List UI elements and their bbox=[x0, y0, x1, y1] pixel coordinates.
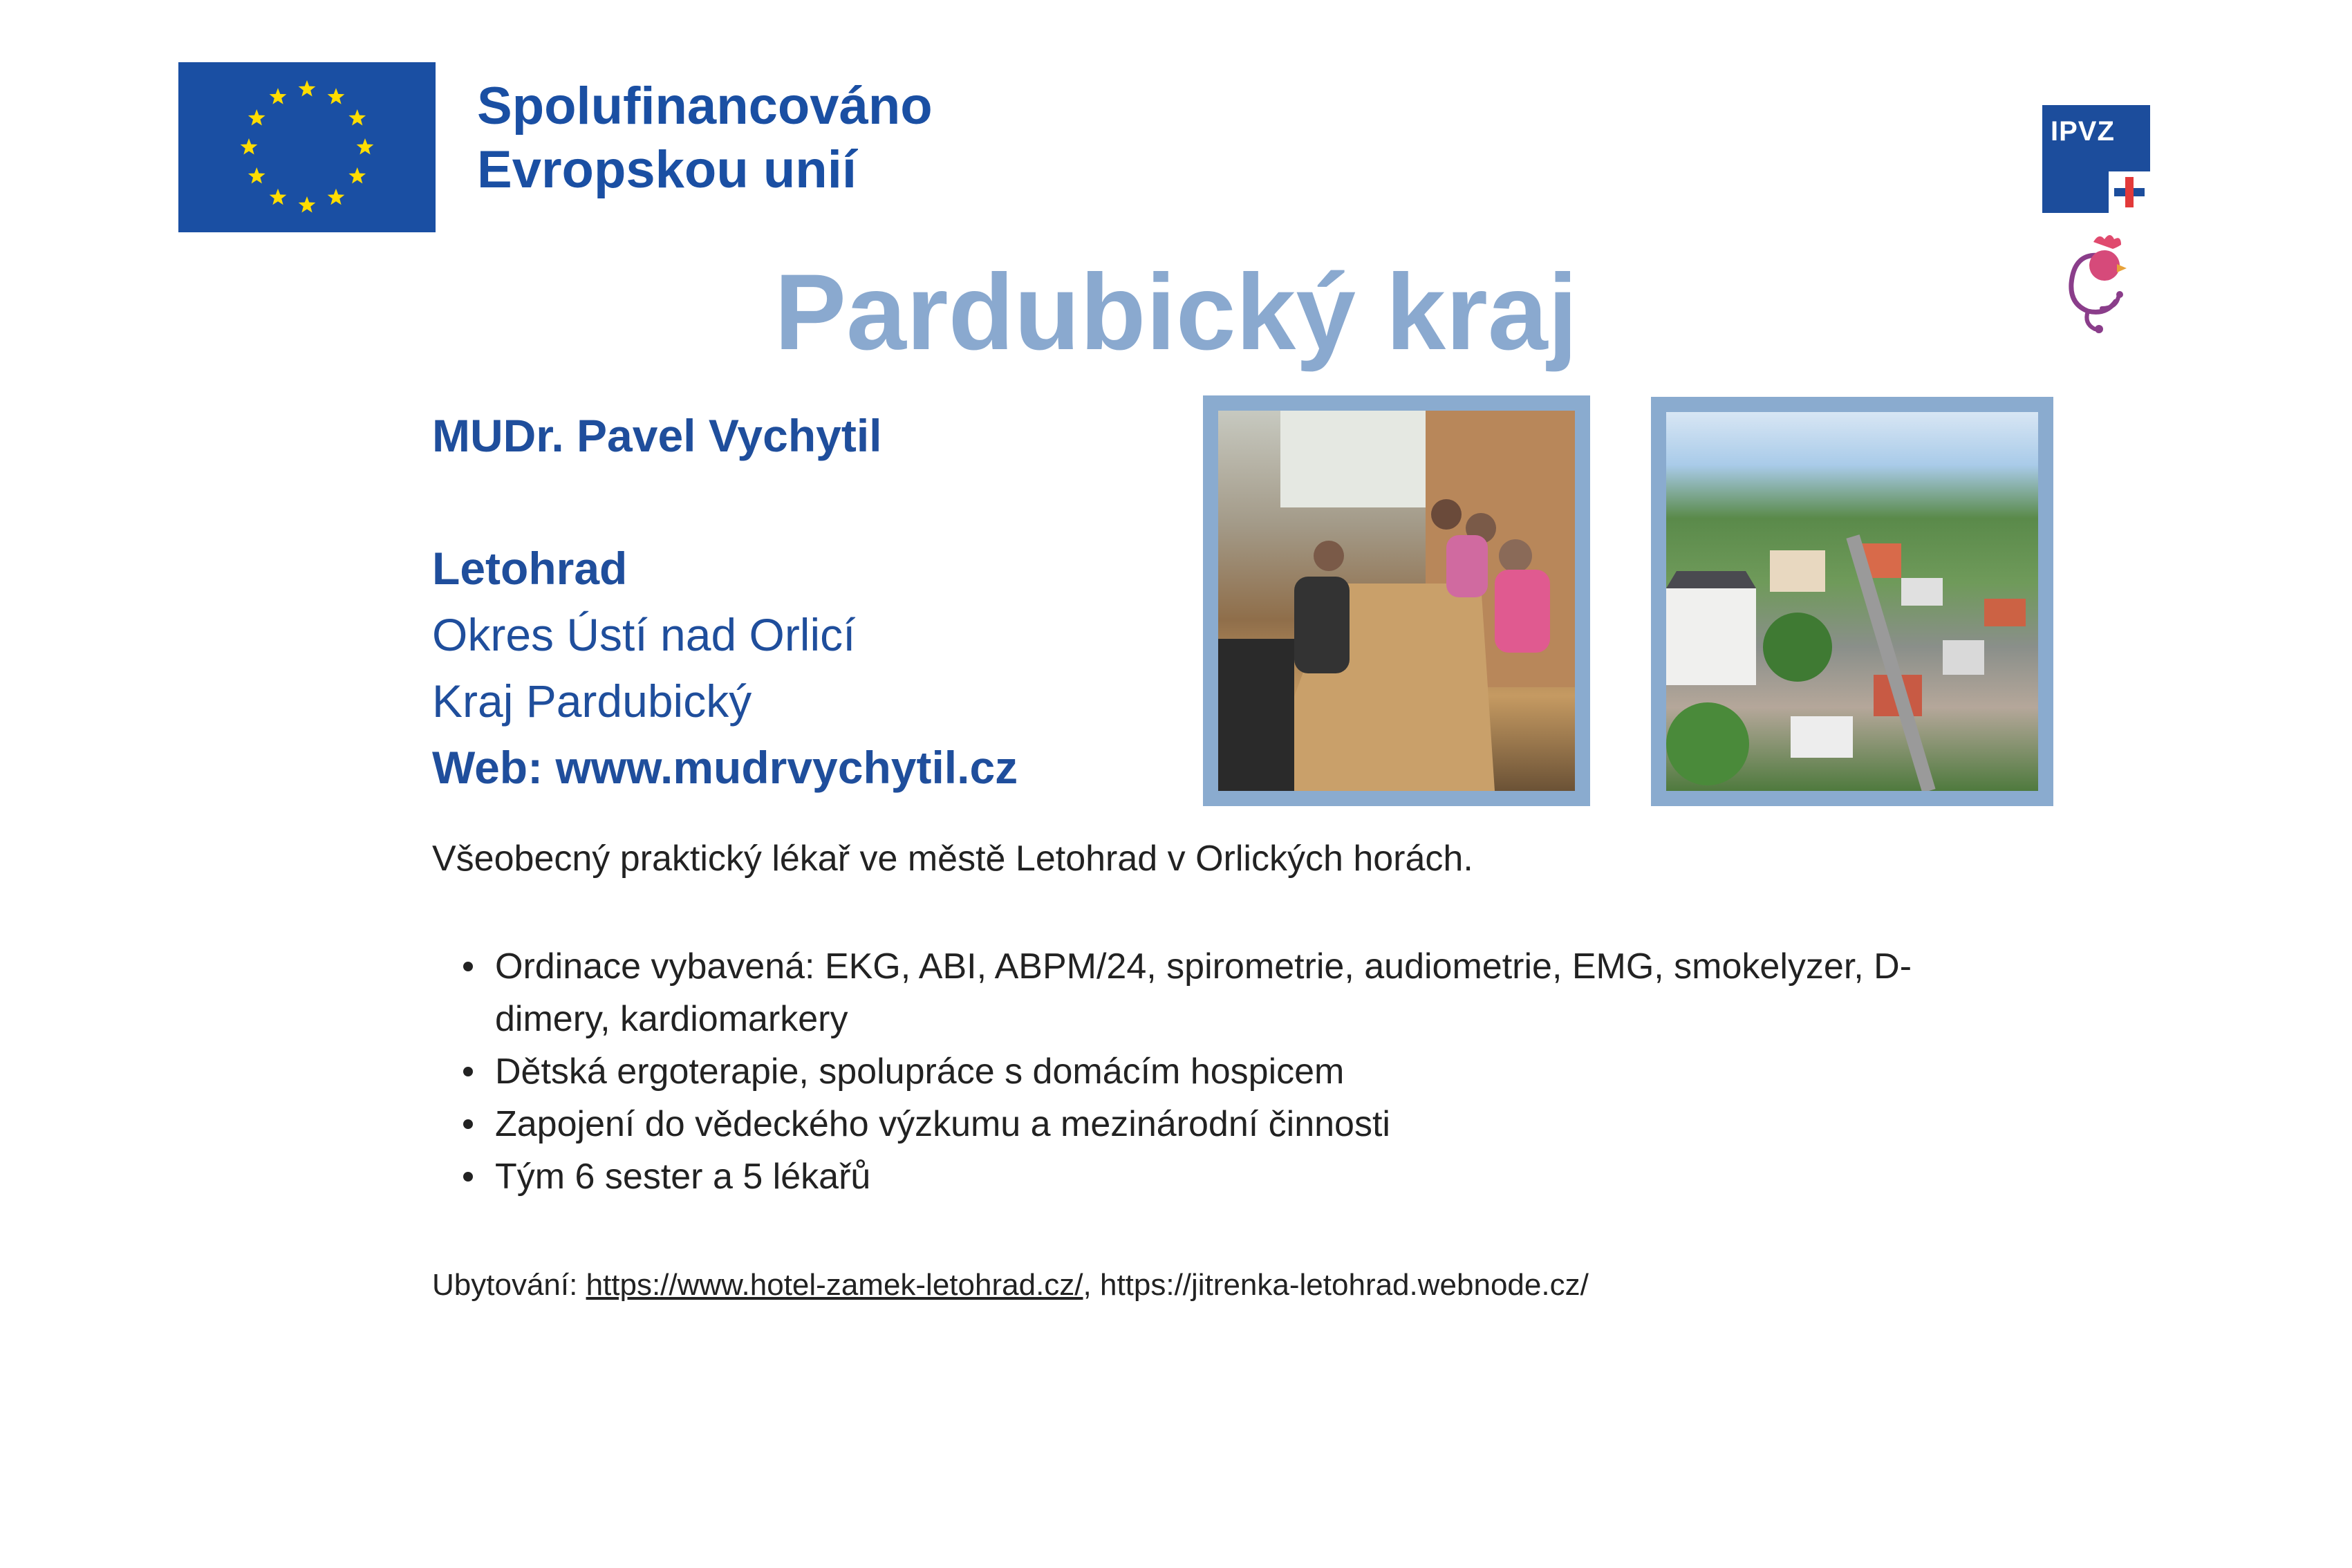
list-item: Ordinace vybavená: EKG, ABI, ABPM/24, spirometrie, audiometrie, EMG, smokelyzer, D-dimery, kardiomarkery bbox=[463, 940, 1915, 1045]
team-photo bbox=[1218, 411, 1575, 791]
eu-star bbox=[348, 109, 366, 126]
town-aerial-photo bbox=[1666, 412, 2038, 791]
eu-star bbox=[348, 167, 366, 184]
eu-star bbox=[328, 189, 345, 205]
doctor-name: MUDr. Pavel Vychytil bbox=[432, 410, 882, 461]
eu-text-line1: Spolufinancováno bbox=[477, 77, 933, 136]
page-title: Pardubický kraj bbox=[774, 252, 1578, 373]
accommodation-separator: , bbox=[1083, 1268, 1100, 1302]
ipvz-label: IPVZ bbox=[2051, 116, 2115, 147]
town-photo-frame bbox=[1651, 397, 2053, 806]
eu-cofinancing-text bbox=[477, 75, 933, 202]
plus-icon bbox=[2109, 171, 2150, 213]
eu-star bbox=[241, 138, 258, 155]
eu-star bbox=[299, 80, 316, 97]
ipvz-logo bbox=[2042, 105, 2150, 213]
features-list bbox=[463, 940, 1915, 1203]
accommodation-line bbox=[432, 1268, 1589, 1303]
hotel-link[interactable]: https://www.hotel-zamek-letohrad.cz/ bbox=[586, 1268, 1083, 1302]
eu-star bbox=[328, 88, 345, 104]
eu-star bbox=[357, 138, 374, 155]
eu-star bbox=[248, 109, 265, 126]
intro-text: Všeobecný praktický lékař ve městě Letohrad v Orlických horách. bbox=[432, 839, 1473, 879]
team-photo-frame bbox=[1203, 395, 1590, 806]
eu-star bbox=[270, 189, 287, 205]
doctor-region: Kraj Pardubický bbox=[432, 675, 752, 727]
eu-star bbox=[248, 167, 265, 184]
eu-text-line2: Evropskou unií bbox=[477, 140, 857, 199]
jitrenka-link[interactable]: https://jitrenka-letohrad.webnode.cz/ bbox=[1099, 1268, 1589, 1302]
eu-flag bbox=[178, 62, 436, 232]
doctor-website-link[interactable]: Web: www.mudrvychytil.cz bbox=[432, 742, 1018, 793]
list-item: Tým 6 sester a 5 lékařů bbox=[463, 1150, 1915, 1203]
eu-star bbox=[270, 88, 287, 104]
eu-stars-icon bbox=[178, 62, 436, 232]
list-item: Zapojení do vědeckého výzkumu a mezinárodní činnosti bbox=[463, 1098, 1915, 1150]
doctor-district: Okres Ústí nad Orlicí bbox=[432, 609, 856, 660]
eu-star bbox=[299, 196, 316, 213]
accommodation-label: Ubytování: bbox=[432, 1268, 586, 1302]
doctor-city: Letohrad bbox=[432, 543, 628, 594]
list-item: Dětská ergoterapie, spolupráce s domácím hospicem bbox=[463, 1045, 1915, 1098]
